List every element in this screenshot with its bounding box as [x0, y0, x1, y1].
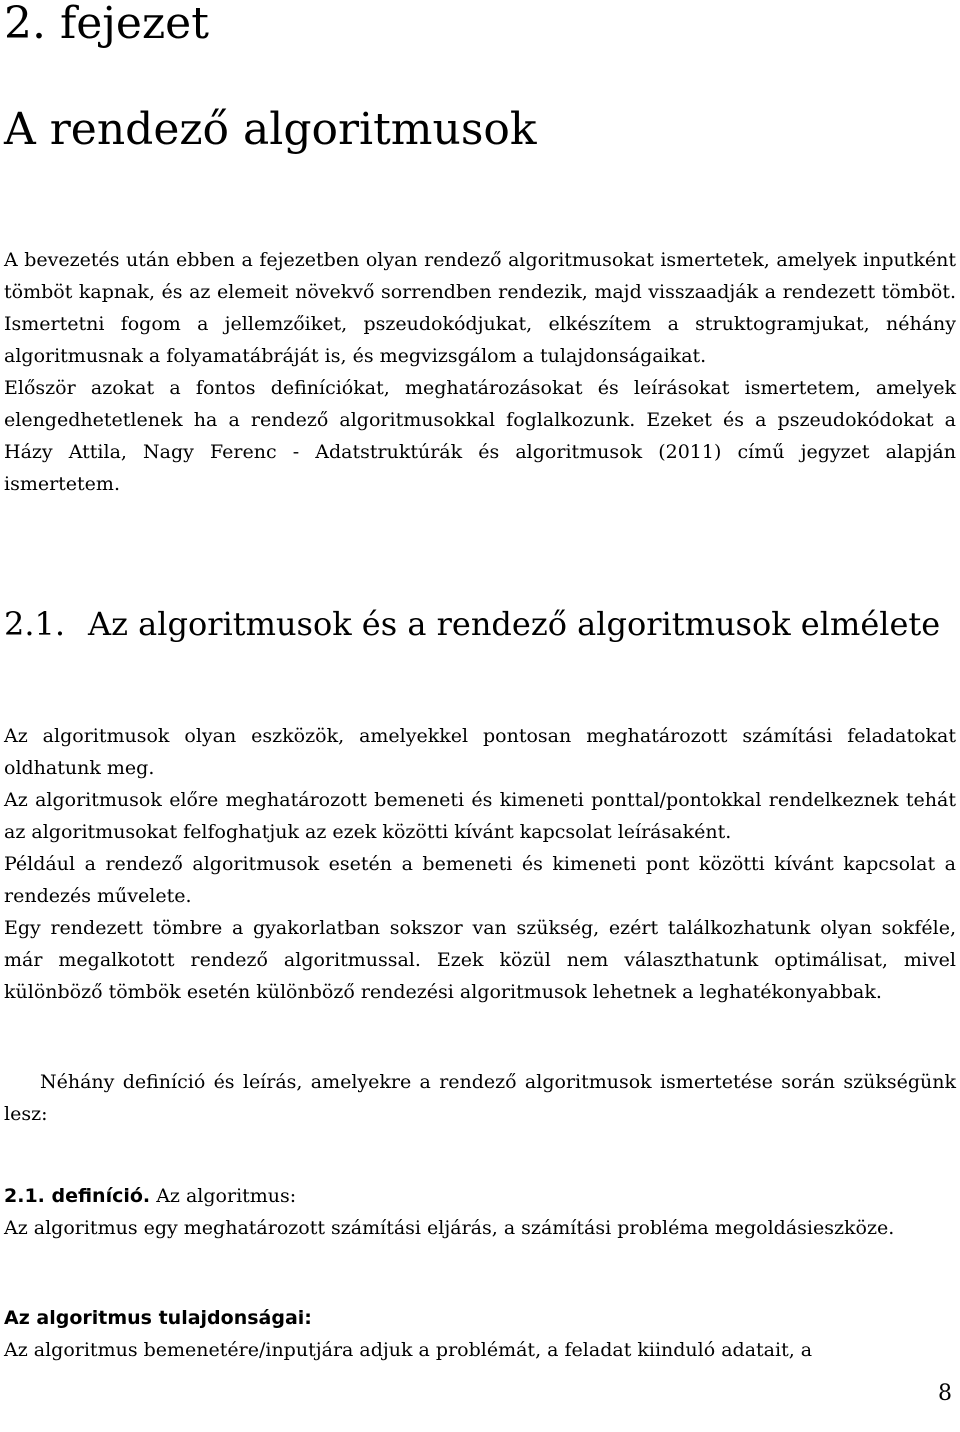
section-paragraph-5: Néhány definíció és leírás, amelyekre a rendező algoritmusok ismertetése során szükségünk lesz: [4, 1071, 956, 1125]
section-title: Az algoritmusok és a rendező algoritmusok elmélete [88, 605, 941, 643]
intro-block [4, 244, 956, 500]
chapter-label: 2. fejezet [4, 0, 209, 49]
intro-paragraph-1: A bevezetés után ebben a fejezetben olyan rendező algoritmusokat ismertetek, amelyek inputként tömböt kapnak, és az elemeit növekvő sorrendben rendezik, majd visszaadják a rendezett tömböt. Ismertetni fogom a jellemzőiket, pszeudokódjukat, elkészítem a struktogramjukat, néhány algoritmusnak a folyamatábráját is, és megvizsgálom a tulajdonságaikat. [4, 249, 956, 367]
intro-paragraph-2: Először azokat a fontos definíciókat, meghatározásokat és leírásokat ismertetem, amelyek elengedhetetlenek ha a rendező algoritmusokkal foglalkozunk. Ezeket és a pszeudokódokat a Házy Attila, Nagy Ferenc - Adatstruktúrák és algoritmusok (2011) című jegyzet alapján ismertetem. [4, 377, 956, 495]
definition-block [4, 1180, 956, 1244]
section-number: 2.1. [4, 605, 66, 643]
section-paragraph-4: Egy rendezett tömbre a gyakorlatban sokszor van szükség, ezért találkozhatunk olyan sokféle, már megalkotott rendező algoritmussal. Ezek közül nem választhatunk optimálisat, mivel különböző tömbök esetén különböző rendezési algoritmusok lehetnek a leghatékonyabbak. [4, 917, 956, 1003]
section-body [4, 720, 956, 1008]
section-paragraph-2: Az algoritmusok előre meghatározott bemeneti és kimeneti ponttal/pontokkal rendelkeznek tehát az algoritmusokat felfoghatjuk az ezek közötti kívánt kapcsolat leírásaként. [4, 789, 956, 843]
section-paragraph-1: Az algoritmusok olyan eszközök, amelyekkel pontosan meghatározott számítási feladatokat oldhatunk meg. [4, 725, 956, 779]
definition-label: 2.1. definíció. [4, 1185, 151, 1207]
properties-block [4, 1302, 956, 1366]
section-heading [4, 600, 956, 648]
definitions-intro [4, 1066, 956, 1130]
properties-heading: Az algoritmus tulajdonságai: [4, 1307, 312, 1329]
properties-text: Az algoritmus bemenetére/inputjára adjuk a problémát, a feladat kiinduló adatait, a [4, 1339, 813, 1361]
page-number: 8 [938, 1381, 952, 1406]
definition-text: Az algoritmus egy meghatározott számítási eljárás, a számítási probléma megoldásieszköze. [4, 1217, 895, 1239]
definition-name: Az algoritmus: [156, 1185, 297, 1207]
section-paragraph-3: Például a rendező algoritmusok esetén a bemeneti és kimeneti pont közötti kívánt kapcsolat a rendezés művelete. [4, 853, 956, 907]
chapter-title: A rendező algoritmusok [4, 104, 537, 155]
definition-line [4, 1180, 956, 1212]
